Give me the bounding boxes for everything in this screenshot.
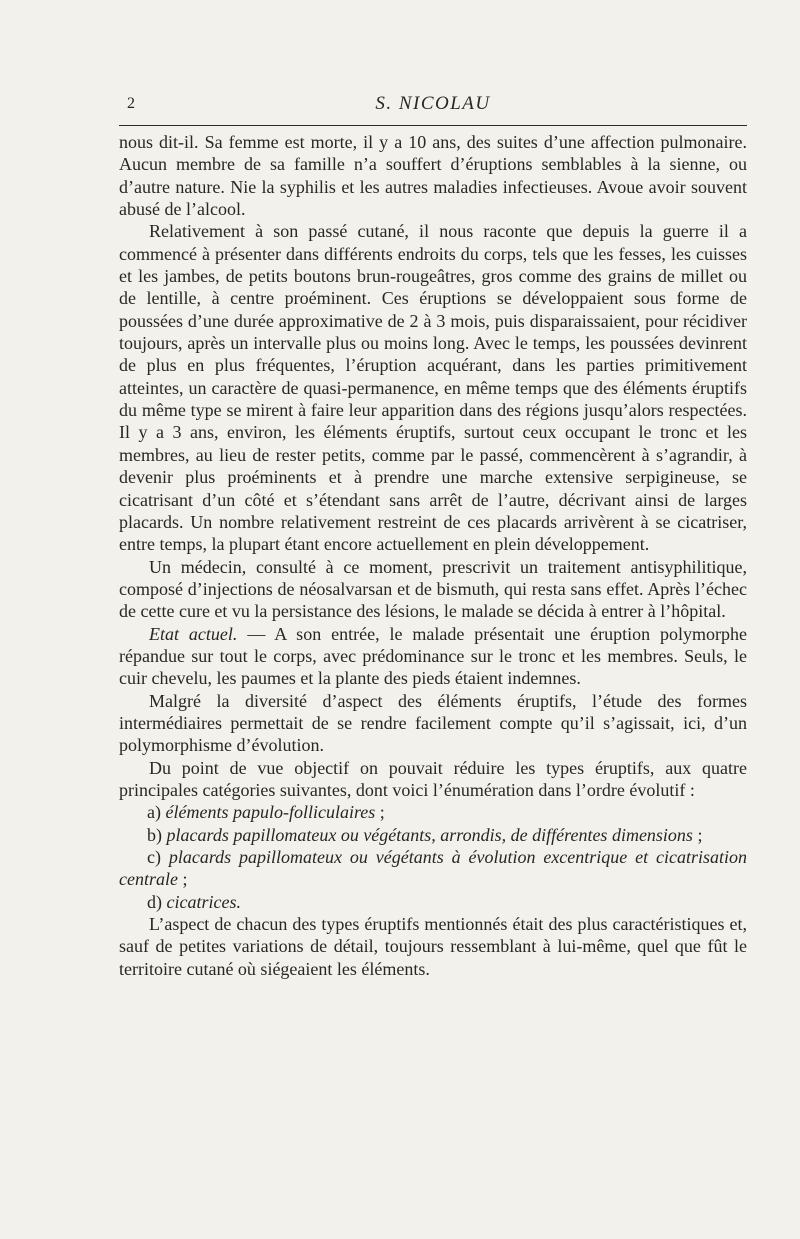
paragraph-4 bbox=[119, 623, 747, 690]
page-number: 2 bbox=[127, 95, 135, 112]
paragraph-5: Malgré la diversité d’aspect des éléments éruptifs, l’étude des formes intermédiaires permettait de se rendre facilement compte qu’il s’agissait, ici, d’un polymorphisme d’évolution. bbox=[119, 690, 747, 756]
list-item-marker: b) bbox=[147, 824, 162, 845]
list-item bbox=[119, 846, 747, 891]
running-header-author: S. NICOLAU bbox=[375, 93, 491, 114]
list-item-marker: d) bbox=[147, 891, 162, 912]
paragraph-1: nous dit-il. Sa femme est morte, il y a 10 ans, des suites d’une affection pulmonaire. Aucun membre de sa famille n’a souffert d’éruptions semblables à la sienne, ou d’autre nature. Nie la syphilis et les autres maladies infectieuses. Avoue avoir souvent abusé de l’alcool. bbox=[119, 132, 747, 220]
list-item-text: éléments papulo-folliculaires bbox=[165, 802, 376, 823]
list-item-tail: ; bbox=[177, 869, 188, 890]
section-lead: Etat actuel. bbox=[149, 623, 238, 644]
paragraph-4-text: — A son entrée, le malade présentait une éruption polymorphe répandue sur tout le corps, avec prédominance sur le tronc et les membres. Seuls, le cuir chevelu, les paumes et la plante des pieds étaient indemnes. bbox=[119, 623, 747, 689]
list-item bbox=[119, 824, 747, 846]
running-header bbox=[119, 93, 747, 117]
list-item bbox=[119, 801, 747, 823]
list-item-marker: a) bbox=[147, 802, 161, 823]
paragraph-3: Un médecin, consulté à ce moment, prescrivit un traitement antisyphilitique, composé d’injections de néosalvarsan et de bismuth, qui resta sans effet. Après l’échec de cette cure et vu la persistance des lésions, le malade se décida à entrer à l’hôpital. bbox=[119, 556, 747, 622]
list-item-marker: c) bbox=[147, 847, 161, 867]
list-item bbox=[119, 891, 747, 913]
paragraph-2: Relativement à son passé cutané, il nous raconte que depuis la guerre il a commencé à présenter dans différents endroits du corps, tels que les fesses, les cuisses et les jambes, de petits boutons brun-rougeâtres, gros comme des grains de millet ou de lentille, à centre proéminent. Ces éruptions se développaient sous forme de poussées d’une durée approximative de 2 à 3 mois, puis disparaissaient, pour récidiver toujours, après un intervalle plus ou moins long. Avec le temps, les poussées devinrent de plus en plus fréquentes, l’éruption acquérant, dans les parties primitivement atteintes, un caractère de quasi-permanence, en même temps que des éléments éruptifs du même type se mirent à faire leur apparition dans des régions jusqu’alors respectées. Il y a 3 ans, environ, les éléments éruptifs, surtout ceux occupant le tronc et les membres, au lieu de rester petits, comme par le passé, commencèrent à s’agrandir, à devenir plus proéminents et à prendre une marche extensive serpigineuse, se cicatrisant d’un côté et s’étendant sans arrêt de l’autre, décrivant ainsi de larges placards. Un nombre relativement restreint de ces placards arrivèrent à se cicatriser, entre temps, la plupart étant encore actuellement en plein développement. bbox=[119, 221, 747, 555]
list-item-tail: ; bbox=[692, 824, 703, 845]
list-item-tail: ; bbox=[375, 802, 385, 823]
paragraph-6: Du point de vue objectif on pouvait réduire les types éruptifs, aux quatre principales catégories suivantes, dont voici l’énumération dans l’ordre évolutif : bbox=[119, 757, 747, 800]
body-text bbox=[119, 131, 747, 980]
list-item-text: placards papillomateux ou végétants, arrondis, de différentes dimensions bbox=[166, 824, 693, 845]
list-item-text: cicatrices. bbox=[166, 891, 241, 912]
eruption-type-list bbox=[119, 801, 747, 913]
list-item-text: placards papillomateux ou végétants à évolution excentrique et cicatrisation centrale bbox=[119, 847, 747, 890]
paragraph-7: L’aspect de chacun des types éruptifs mentionnés était des plus caractéristiques et, sauf de petites variations de détail, toujours ressemblant à lui-même, quel que fût le territoire cutané où siégeaient les éléments. bbox=[119, 914, 747, 979]
header-rule bbox=[119, 125, 747, 126]
